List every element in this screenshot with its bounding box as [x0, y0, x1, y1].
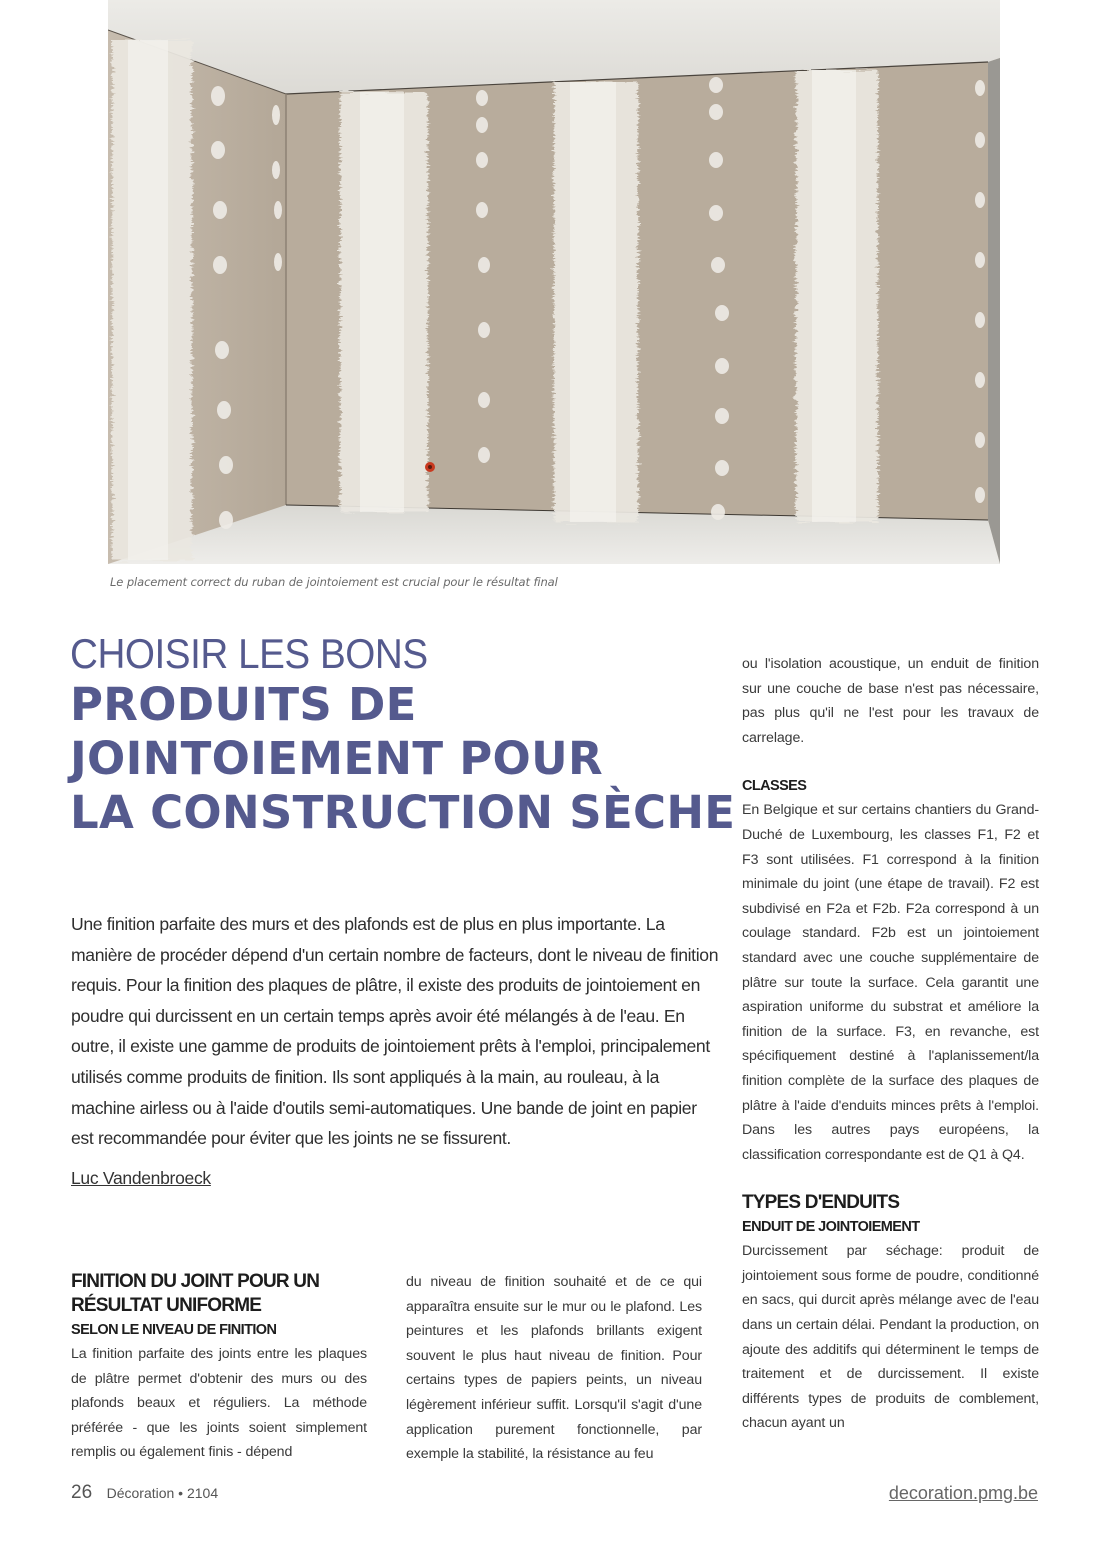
section-heading-classes: CLASSES	[742, 778, 807, 795]
intro-paragraph: Une finition parfaite des murs et des plafonds est de plus en plus importante. La manière de procéder dépend d'un certain nombre de facteurs, dont le niveau de finition requis. Pour la finition des plaques de plâtre, il existe des produits de jointoiement en poudre qui durcissent en un certain temps après avoir été mélangés à de l'eau. En outre, il existe une gamme de produits de jointoiement prêts à l'emploi, principalement utilisés comme produits de finition. Ils sont appliqués à la main, au rouleau, à la machine airless ou à l'aide d'outils semi-automatiques. Une bande de joint en papier est recommandée pour éviter que les joints ne se fissurent.	[71, 914, 719, 1149]
body-paragraph: du niveau de finition souhaité et de ce qui apparaîtra ensuite sur le mur ou le plafond. Les peintures et les plafonds brillants exigent souvent le plus haut niveau de finition. Pour certains types de papiers peints, un niveau légèrement inférieur suffit. Lorsqu'il s'agit d'une application purement fonctionnelle, par exemple la stabilité, la résistance au feu	[406, 1274, 702, 1463]
headline-title-line: LA CONSTRUCTION SÈCHE	[70, 786, 736, 839]
headline-title-line: PRODUITS DE	[70, 678, 417, 731]
drywall-room-illustration	[108, 0, 1000, 564]
section-subheading-niveau: SELON LE NIVEAU DE FINITION	[71, 1322, 277, 1338]
article-headline	[70, 628, 735, 840]
headline-kicker: CHOISIR LES BONS	[70, 630, 428, 677]
headline-title	[70, 678, 735, 840]
article-photo	[108, 0, 1000, 564]
column-2	[406, 1270, 702, 1467]
column-3	[742, 652, 1039, 1436]
magazine-issue: Décoration • 2104	[106, 1485, 219, 1501]
headline-title-line: JOINTOIEMENT POUR	[70, 732, 603, 785]
section-subheading-enduit: ENDUIT DE JOINTOIEMENT	[742, 1219, 920, 1236]
photo-caption: Le placement correct du ruban de jointoiement est crucial pour le résultat final	[110, 575, 558, 589]
page-number: 26	[71, 1482, 93, 1503]
page-folio	[71, 1482, 218, 1504]
body-paragraph: La finition parfaite des joints entre les plaques de plâtre permet d'obtenir des murs ou des plafonds beaux et réguliers. La méthode préférée - que les joints soient simplement remplis ou également finis - dépend	[71, 1346, 367, 1461]
body-paragraph: En Belgique et sur certains chantiers du Grand-Duché de Luxembourg, les classes F1, F2 et F3 sont utilisées. F1 correspond à la finition minimale du joint (une étape de travail). F2 est subdivisé en F2a et F2b. F2a correspond à un coulage standard. F2b est un jointoiement standard avec une couche supplémentaire de plâtre sur toute la surface. Cela garantit une aspiration uniforme du substrat et améliore la finition de la surface. F3, en revanche, est spécifiquement destiné à l'aplanissement/la finition complète de la surface des plaques de plâtre à l'aide d'enduits minces prêts à l'emploi. Dans les autres pays européens, la classification correspondante est de Q1 à Q4.	[742, 802, 1039, 1163]
section-heading-types: TYPES D'ENDUITS	[742, 1192, 900, 1214]
body-paragraph: Durcissement par séchage: produit de jointoiement sous forme de poudre, conditionné en sacs, qui durcit après mélange avec de l'eau dans un certain délai. Pendant la production, on ajoute des additifs qui déterminent le temps de traitement et de durcissement. Il existe différents types de produits de comblement, chacun ayant un	[742, 1243, 1039, 1432]
website-link[interactable]: decoration.pmg.be	[888, 1483, 1038, 1503]
column-1	[71, 1270, 367, 1465]
author-byline[interactable]: Luc Vandenbroeck	[71, 1168, 211, 1188]
body-paragraph: ou l'isolation acoustique, un enduit de finition sur une couche de base n'est pas nécessaire, pas plus qu'il ne l'est pour les travaux de carrelage.	[742, 656, 1039, 746]
article-intro	[71, 909, 721, 1154]
section-heading-finition: FINITION DU JOINT POUR UN RÉSULTAT UNIFORME	[71, 1271, 320, 1316]
